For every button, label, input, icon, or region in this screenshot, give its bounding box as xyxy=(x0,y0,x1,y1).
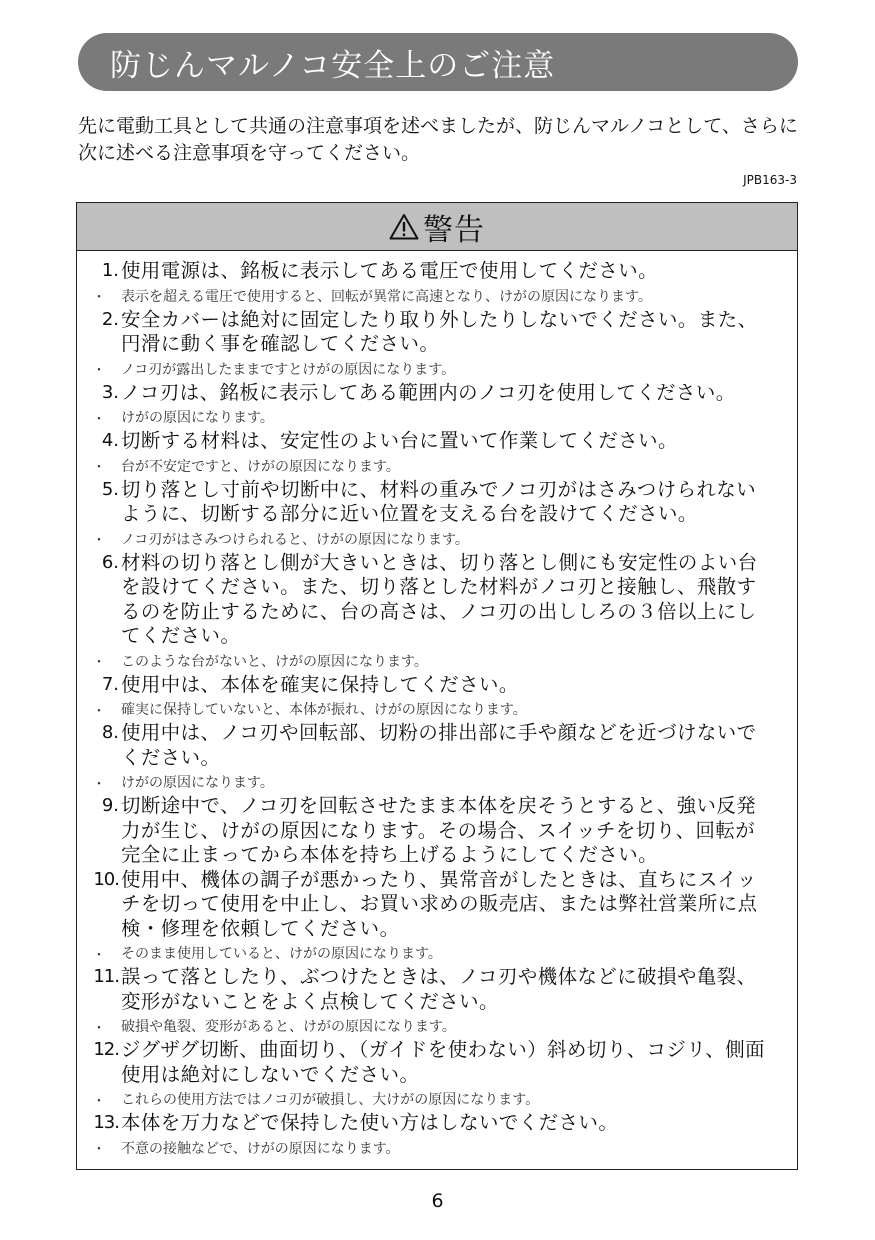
warning-item-number: 8. xyxy=(101,722,119,743)
warning-note-text: 表示を超える電圧で使用すると、回転が異常に高速となり、けがの原因になります。 xyxy=(121,288,652,305)
warning-note-text: けがの原因になります。 xyxy=(121,410,274,426)
warning-note-text: ノコ刃がはさみつけられると、けがの原因になります。 xyxy=(121,531,469,548)
warning-note-text: 確実に保持していないと、本体が振れ、けがの原因になります。 xyxy=(121,702,527,718)
warning-note xyxy=(77,527,797,551)
warning-item-text: 使用中は、本体を確実に保持してください。 xyxy=(121,672,519,696)
warning-box xyxy=(76,202,798,1170)
warning-note-text: 台が不安定ですと、けがの原因になります。 xyxy=(121,458,400,475)
bullet-dot-icon: ・ xyxy=(92,1093,106,1109)
warning-note-text: これらの使用方法ではノコ刃が破損し、大けがの原因になります。 xyxy=(121,1092,540,1108)
bullet-dot-icon: ・ xyxy=(92,290,106,305)
warning-note-text: 不意の接触などで、けがの原因になります。 xyxy=(121,1140,400,1157)
document-code: JPB163-3 xyxy=(743,173,797,187)
section-title: 防じんマルノコ安全上のご注意 xyxy=(110,47,556,84)
warning-item xyxy=(77,478,797,527)
warning-item-text: ジグザグ切断、曲面切り、（ガイドを使わない）斜め切り、コジリ、側面使用は絶対にしないでください。 xyxy=(121,1038,765,1086)
warning-item-text: 切断途中で、ノコ刃を回転させたまま本体を戻そうとすると、強い反発力が生じ、けがの原因になります。その場合、スイッチを切り、回転が完全に止まってから本体を持ち上げるようにしてください。 xyxy=(121,794,757,866)
warning-item-number: 4. xyxy=(101,430,119,451)
warning-title: 警告 xyxy=(423,212,485,248)
section-title-bar xyxy=(78,33,798,91)
warning-item-number: 10. xyxy=(93,868,119,890)
warning-item-number: 12. xyxy=(93,1039,119,1060)
warning-item-text: 切り落とし寸前や切断中に、材料の重みでノコ刃がはさみつけられないように、切断する部分に近い位置を支える台を設けてください。 xyxy=(121,477,757,525)
bullet-dot-icon: ・ xyxy=(92,703,106,719)
intro-paragraph: 先に電動工具として共通の注意事項を述べましたが、防じんマルノコとして、さらに次に述べる注意事項を守ってください。 xyxy=(78,115,798,164)
warning-item-number: 6. xyxy=(101,551,119,573)
warning-item xyxy=(77,794,797,868)
page-number: 6 xyxy=(431,1190,444,1212)
warning-item xyxy=(77,965,797,1014)
bullet-dot-icon: ・ xyxy=(92,1020,106,1036)
warning-item xyxy=(77,551,797,649)
warning-item xyxy=(77,429,797,454)
warning-note-text: そのまま使用していると、けがの原因になります。 xyxy=(121,946,442,962)
warning-note-text: 破損や亀裂、変形があると、けがの原因になります。 xyxy=(121,1019,456,1035)
warning-note-text: けがの原因になります。 xyxy=(121,775,274,791)
warning-item-text: 使用電源は、銘板に表示してある電圧で使用してください。 xyxy=(121,259,659,282)
warning-note xyxy=(77,770,797,794)
warning-item-text: ノコ刃は、銘板に表示してある範囲内のノコ刃を使用してください。 xyxy=(121,380,736,404)
bullet-dot-icon: ・ xyxy=(92,655,106,670)
warning-item-number: 11. xyxy=(93,966,119,987)
warning-item xyxy=(77,1038,797,1087)
warning-note xyxy=(77,454,797,478)
warning-item-number: 9. xyxy=(101,795,119,816)
warning-note xyxy=(77,284,797,308)
warning-note-text: このような台がないと、けがの原因になります。 xyxy=(121,653,428,670)
warning-item xyxy=(77,381,797,406)
warning-note xyxy=(77,697,797,721)
warning-note xyxy=(77,1136,797,1160)
warning-item-text: 使用中、機体の調子が悪かったり、異常音がしたときは、直ちにスイッチを切って使用を中止し、お買い求めの販売店、または弊社営業所に点検・修理を依頼してください。 xyxy=(121,867,758,940)
warning-note xyxy=(77,405,797,429)
warning-item-text: 誤って落としたり、ぶつけたときは、ノコ刃や機体などに破損や亀裂、変形がないことをよく点検してください。 xyxy=(121,965,757,1013)
warning-item-text: 安全カバーは絶対に固定したり取り外したりしないでください。また、円滑に動く事を確認してください。 xyxy=(121,307,758,355)
warning-header xyxy=(77,203,797,251)
warning-note xyxy=(77,941,797,965)
bullet-dot-icon: ・ xyxy=(92,533,106,548)
warning-item-number: 7. xyxy=(101,673,119,695)
warning-item xyxy=(77,308,797,357)
warning-note-text: ノコ刃が露出したままですとけがの原因になります。 xyxy=(121,361,456,378)
warning-item-text: 材料の切り落とし側が大きいときは、切り落とし側にも安定性のよい台を設けてください。また、切り落とした材料がノコ刃と接触し、飛散するのを防止するために、台の高さは、ノコ刃の出ししろの３倍以上にしてください。 xyxy=(121,550,758,647)
bullet-dot-icon: ・ xyxy=(92,411,106,427)
warning-item xyxy=(77,868,797,942)
warning-item-number: 5. xyxy=(101,478,119,500)
warning-list xyxy=(77,259,797,1160)
warning-item-number: 13. xyxy=(93,1112,119,1133)
bullet-dot-icon: ・ xyxy=(92,363,106,378)
warning-item-number: 3. xyxy=(101,381,119,403)
warning-triangle-icon xyxy=(389,213,419,240)
bullet-dot-icon: ・ xyxy=(92,460,106,475)
warning-note xyxy=(77,649,797,673)
warning-item-text: 使用中は、ノコ刃や回転部、切粉の排出部に手や顔などを近づけないでください。 xyxy=(121,721,757,769)
warning-item-text: 本体を万力などで保持した使い方はしないでください。 xyxy=(121,1111,619,1134)
warning-item xyxy=(77,1111,797,1136)
warning-note xyxy=(77,357,797,381)
bullet-dot-icon: ・ xyxy=(92,1142,106,1157)
warning-note xyxy=(77,1014,797,1038)
warning-item xyxy=(77,673,797,698)
warning-item-number: 1. xyxy=(101,260,119,281)
warning-item xyxy=(77,259,797,284)
warning-item xyxy=(77,721,797,770)
warning-item-text: 切断する材料は、安定性のよい台に置いて作業してください。 xyxy=(121,429,678,452)
warning-note xyxy=(77,1087,797,1111)
bullet-dot-icon: ・ xyxy=(92,776,106,792)
bullet-dot-icon: ・ xyxy=(92,947,106,963)
warning-item-number: 2. xyxy=(101,308,119,330)
